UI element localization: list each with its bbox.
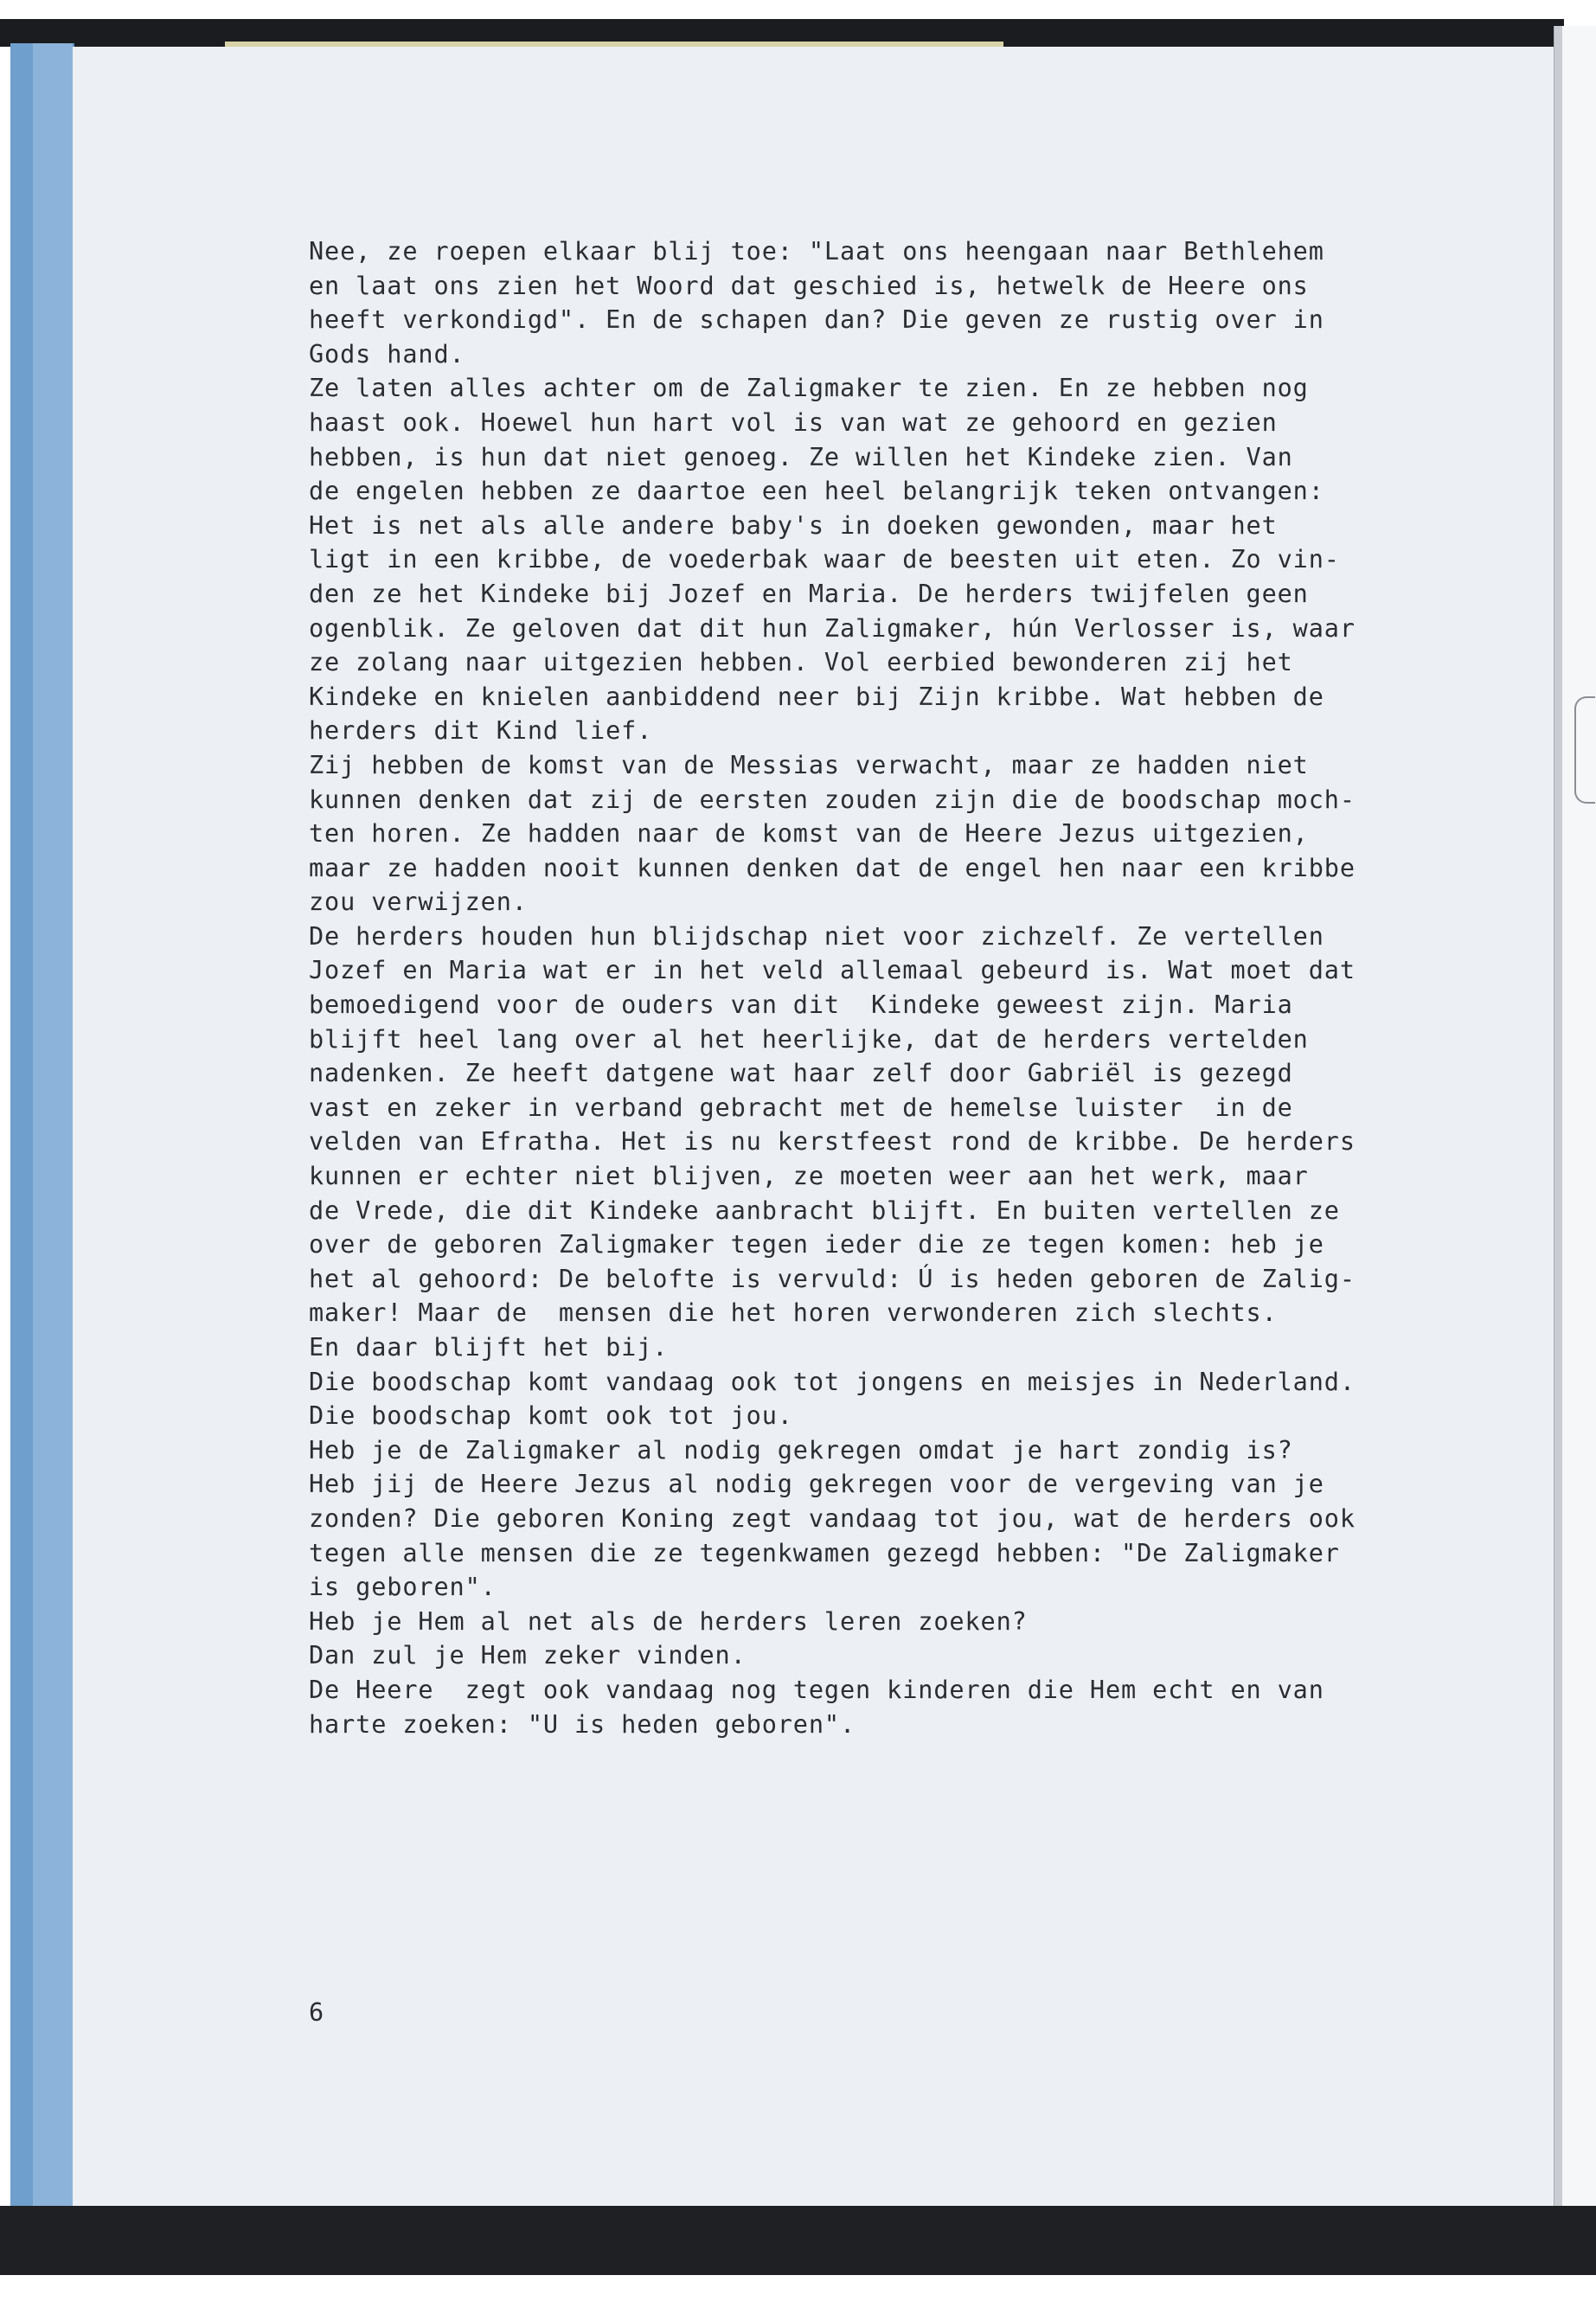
- binder-spine-inner: [33, 43, 74, 2214]
- text-line: De Heere zegt ook vandaag nog tegen kinderen die Hem echt en van: [309, 1675, 1324, 1704]
- text-line: Die boodschap komt ook tot jou.: [309, 1401, 793, 1431]
- text-line: blijft heel lang over al het heerlijke, dat de herders vertelden: [309, 1024, 1309, 1054]
- text-line: Jozef en Maria wat er in het veld allemaal gebeurd is. Wat moet dat: [309, 956, 1356, 985]
- text-line: Heb je de Zaligmaker al nodig gekregen omdat je hart zondig is?: [309, 1435, 1293, 1465]
- text-line: haast ook. Hoewel hun hart vol is van wat ze gehoord en gezien: [309, 407, 1278, 437]
- scan-bottom-border: [0, 2206, 1596, 2275]
- text-line: Nee, ze roepen elkaar blij toe: "Laat ons heengaan naar Bethlehem: [309, 237, 1324, 266]
- text-line: den ze het Kindeke bij Jozef en Maria. De herders twijfelen geen: [309, 579, 1309, 608]
- text-line: zou verwijzen.: [309, 888, 528, 917]
- text-line: ogenblik. Ze geloven dat dit hun Zaligmaker, hún Verlosser is, waar: [309, 613, 1356, 643]
- text-line: Dan zul je Hem zeker vinden.: [309, 1641, 747, 1670]
- text-line: ze zolang naar uitgezien hebben. Vol eerbied bewonderen zij het: [309, 648, 1293, 677]
- text-line: Heb jij de Heere Jezus al nodig gekregen voor de vergeving van je: [309, 1470, 1324, 1499]
- text-line: De herders houden hun blijdschap niet voor zichzelf. Ze vertellen: [309, 921, 1324, 951]
- text-line: heeft verkondigd". En de schapen dan? Die geven ze rustig over in: [309, 305, 1324, 335]
- text-line: Heb je Hem al net als de herders leren zoeken?: [309, 1606, 1028, 1636]
- scan-right-margin: [1562, 26, 1596, 2214]
- page-number: 6: [309, 1998, 324, 2027]
- text-line: zonden? Die geboren Koning zegt vandaag tot jou, wat de herders ook: [309, 1503, 1356, 1533]
- text-line: en laat ons zien het Woord dat geschied is, hetwelk de Heere ons: [309, 271, 1309, 300]
- text-line: Kindeke en knielen aanbiddend neer bij Zijn kribbe. Wat hebben de: [309, 682, 1324, 711]
- text-line: is geboren".: [309, 1573, 497, 1602]
- text-line: kunnen denken dat zij de eersten zouden zijn die de boodschap moch-: [309, 785, 1356, 814]
- text-line: het al gehoord: De belofte is vervuld: Ú is heden geboren de Zalig-: [309, 1264, 1356, 1293]
- text-line: maker! Maar de mensen die het horen verwonderen zich slechts.: [309, 1298, 1278, 1328]
- text-line: ten horen. Ze hadden naar de komst van de Heere Jezus uitgezien,: [309, 819, 1309, 849]
- text-line: vast en zeker in verband gebracht met de hemelse luister in de: [309, 1093, 1293, 1122]
- text-line: tegen alle mensen die ze tegenkwamen gezegd hebben: "De Zaligmaker: [309, 1538, 1340, 1567]
- text-line: herders dit Kind lief.: [309, 716, 653, 746]
- text-line: bemoedigend voor de ouders van dit Kindeke geweest zijn. Maria: [309, 990, 1293, 1020]
- text-line: velden van Efratha. Het is nu kerstfeest rond de kribbe. De herders: [309, 1127, 1356, 1157]
- text-line: Gods hand.: [309, 339, 465, 369]
- binder-spine-outer: [10, 43, 33, 2214]
- scan-bottom-margin: [0, 2275, 1596, 2301]
- binder-clip-icon: [1574, 696, 1595, 804]
- text-line: Ze laten alles achter om de Zaligmaker te zien. En ze hebben nog: [309, 374, 1309, 403]
- text-line: Het is net als alle andere baby's in doeken gewonden, maar het: [309, 510, 1278, 540]
- text-line: ligt in een kribbe, de voederbak waar de beesten uit eten. Zo vin-: [309, 545, 1340, 574]
- body-text: [309, 234, 1477, 1741]
- text-line: maar ze hadden nooit kunnen denken dat de engel hen naar een kribbe: [309, 853, 1356, 882]
- text-line: de Vrede, die dit Kindeke aanbracht blijft. En buiten vertellen ze: [309, 1195, 1340, 1225]
- text-line: Die boodschap komt vandaag ook tot jongens en meisjes in Nederland.: [309, 1367, 1356, 1396]
- text-line: Zij hebben de komst van de Messias verwacht, maar ze hadden niet: [309, 750, 1309, 779]
- text-line: over de geboren Zaligmaker tegen ieder die ze tegen komen: heb je: [309, 1230, 1324, 1259]
- text-line: de engelen hebben ze daartoe een heel belangrijk teken ontvangen:: [309, 477, 1324, 506]
- text-line: hebben, is hun dat niet genoeg. Ze willen het Kindeke zien. Van: [309, 442, 1293, 471]
- text-line: harte zoeken: "U is heden geboren".: [309, 1709, 856, 1739]
- text-line: kunnen er echter niet blijven, ze moeten weer aan het werk, maar: [309, 1162, 1309, 1191]
- text-line: nadenken. Ze heeft datgene wat haar zelf door Gabriël is gezegd: [309, 1059, 1293, 1088]
- text-line: En daar blijft het bij.: [309, 1333, 669, 1362]
